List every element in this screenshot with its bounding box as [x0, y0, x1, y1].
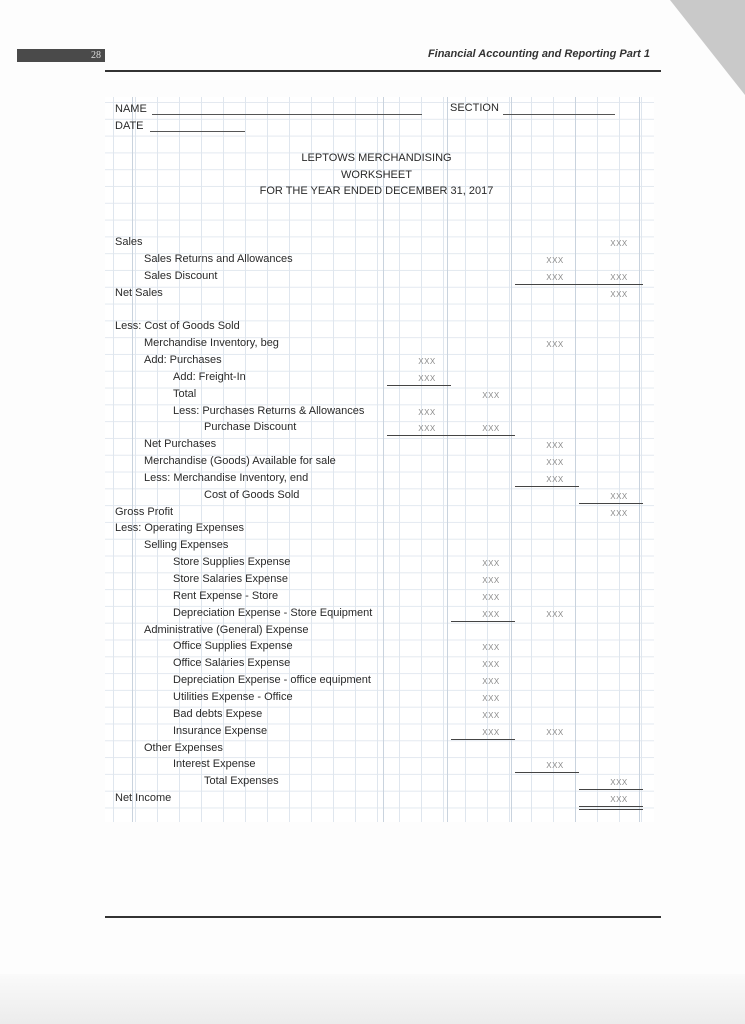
amount-placeholder: XXX	[482, 424, 500, 434]
line-label: Less: Operating Expenses	[115, 522, 245, 535]
line-label: Sales	[115, 236, 143, 248]
header-title: Financial Accounting and Reporting Part 1	[427, 48, 650, 60]
amount-placeholder: XXX	[610, 289, 628, 299]
amount-placeholder: XXX	[546, 441, 564, 451]
amount-underline	[515, 772, 579, 773]
date-label: DATE	[115, 120, 144, 132]
line-label: Merchandise Inventory, beg	[144, 337, 279, 350]
line-label: Rent Expense - Store	[173, 589, 279, 602]
line-label: Depreciation Expense - office equipment	[173, 674, 371, 687]
amount-placeholder: XXX	[546, 458, 564, 468]
line-label: Interest Expense	[173, 758, 256, 771]
amount-underline	[387, 385, 451, 386]
amount-placeholder: XXX	[546, 340, 564, 350]
name-label: NAME	[115, 103, 147, 115]
line-label: Cost of Goods Sold	[204, 488, 300, 501]
amount-underline	[387, 435, 451, 436]
line-label: Total	[173, 387, 197, 400]
amount-placeholder: XXX	[418, 407, 436, 417]
grid-column-line	[511, 97, 512, 822]
amount-placeholder: XXX	[546, 609, 564, 619]
amount-underline	[515, 284, 579, 285]
line-label: Purchase Discount	[204, 421, 297, 434]
line-label: Gross Profit	[115, 505, 174, 518]
amount-placeholder: XXX	[610, 239, 628, 248]
line-label: Other Expenses	[144, 741, 223, 754]
line-label: Bad debts Expese	[173, 707, 263, 720]
amount-placeholder: XXX	[482, 710, 500, 720]
amount-underline	[579, 789, 643, 790]
line-label: Less: Purchases Returns & Allowances	[173, 404, 365, 417]
amount-placeholder: XXX	[482, 677, 500, 687]
header-rule	[105, 70, 661, 72]
amount-underline	[515, 486, 579, 487]
amount-placeholder: XXX	[546, 761, 564, 771]
line-label: Office Salaries Expense	[173, 657, 291, 670]
amount-underline	[579, 806, 643, 807]
amount-underline	[451, 435, 515, 436]
amount-placeholder: XXX	[482, 592, 500, 602]
amount-placeholder: XXX	[482, 643, 500, 653]
amount-placeholder: XXX	[418, 356, 436, 366]
line-label: Store Supplies Expense	[173, 556, 291, 569]
amount-placeholder: XXX	[610, 795, 628, 805]
section-label: SECTION	[450, 102, 499, 114]
grid-column-line	[639, 97, 640, 822]
amount-placeholder: XXX	[418, 424, 436, 434]
amount-underline	[451, 621, 515, 622]
line-label: Net Purchases	[144, 438, 217, 451]
amount-underline	[451, 739, 515, 740]
page-bottom-edge	[0, 974, 745, 1024]
amount-placeholder: XXX	[610, 778, 628, 788]
amount-placeholder: XXX	[610, 272, 628, 282]
date-field[interactable]	[150, 131, 245, 132]
line-label: Add: Purchases	[144, 353, 222, 366]
worksheet-period: FOR THE YEAR ENDED DECEMBER 31, 2017	[259, 185, 494, 197]
line-label: Office Supplies Expense	[173, 640, 293, 653]
line-label: Total Expenses	[204, 775, 279, 788]
worksheet-grid	[105, 97, 654, 822]
page-corner-fold	[670, 0, 745, 95]
line-label: Utilities Expense - Office	[173, 690, 293, 703]
line-label: Sales Returns and Allowances	[144, 252, 293, 265]
amount-placeholder: XXX	[482, 660, 500, 670]
grid-column-line	[383, 97, 384, 822]
amount-double-underline	[579, 809, 643, 810]
line-label: Sales Discount	[144, 269, 218, 282]
grid-column-line	[132, 97, 133, 822]
line-label: Selling Expenses	[144, 539, 229, 552]
amount-placeholder: XXX	[546, 474, 564, 484]
line-label: Less: Cost of Goods Sold	[115, 320, 240, 333]
company-name: LEPTOWS MERCHANDISING	[301, 152, 452, 164]
line-label: Administrative (General) Expense	[144, 623, 309, 636]
amount-placeholder: XXX	[482, 727, 500, 737]
section-field[interactable]	[503, 114, 615, 115]
amount-placeholder: XXX	[610, 508, 628, 518]
line-label: Add: Freight-In	[173, 370, 246, 383]
amount-placeholder: XXX	[546, 255, 564, 265]
amount-placeholder: XXX	[546, 727, 564, 737]
worksheet-title: WORKSHEET	[341, 169, 412, 181]
footer-rule	[105, 916, 661, 918]
line-label: Merchandise (Goods) Available for sale	[144, 455, 336, 468]
line-label: Net Sales	[115, 286, 163, 299]
amount-placeholder: XXX	[482, 576, 500, 585]
amount-placeholder: XXX	[418, 373, 436, 383]
line-label: Depreciation Expense - Store Equipment	[173, 606, 373, 619]
name-field[interactable]	[152, 114, 422, 115]
page-number: 28	[17, 49, 105, 62]
amount-underline	[579, 503, 643, 504]
amount-placeholder: XXX	[610, 491, 628, 501]
grid-column-line	[575, 97, 576, 822]
line-label: Net Income	[115, 792, 172, 805]
line-label: Insurance Expense	[173, 724, 268, 737]
amount-placeholder: XXX	[482, 390, 500, 400]
grid-column-line	[447, 97, 448, 822]
line-label: Store Salaries Expense	[173, 573, 288, 585]
amount-underline	[579, 284, 643, 285]
amount-placeholder: XXX	[482, 609, 500, 619]
amount-placeholder: XXX	[546, 272, 564, 282]
amount-placeholder: XXX	[482, 693, 500, 703]
amount-placeholder: XXX	[482, 559, 500, 569]
line-label: Less: Merchandise Inventory, end	[144, 471, 309, 484]
